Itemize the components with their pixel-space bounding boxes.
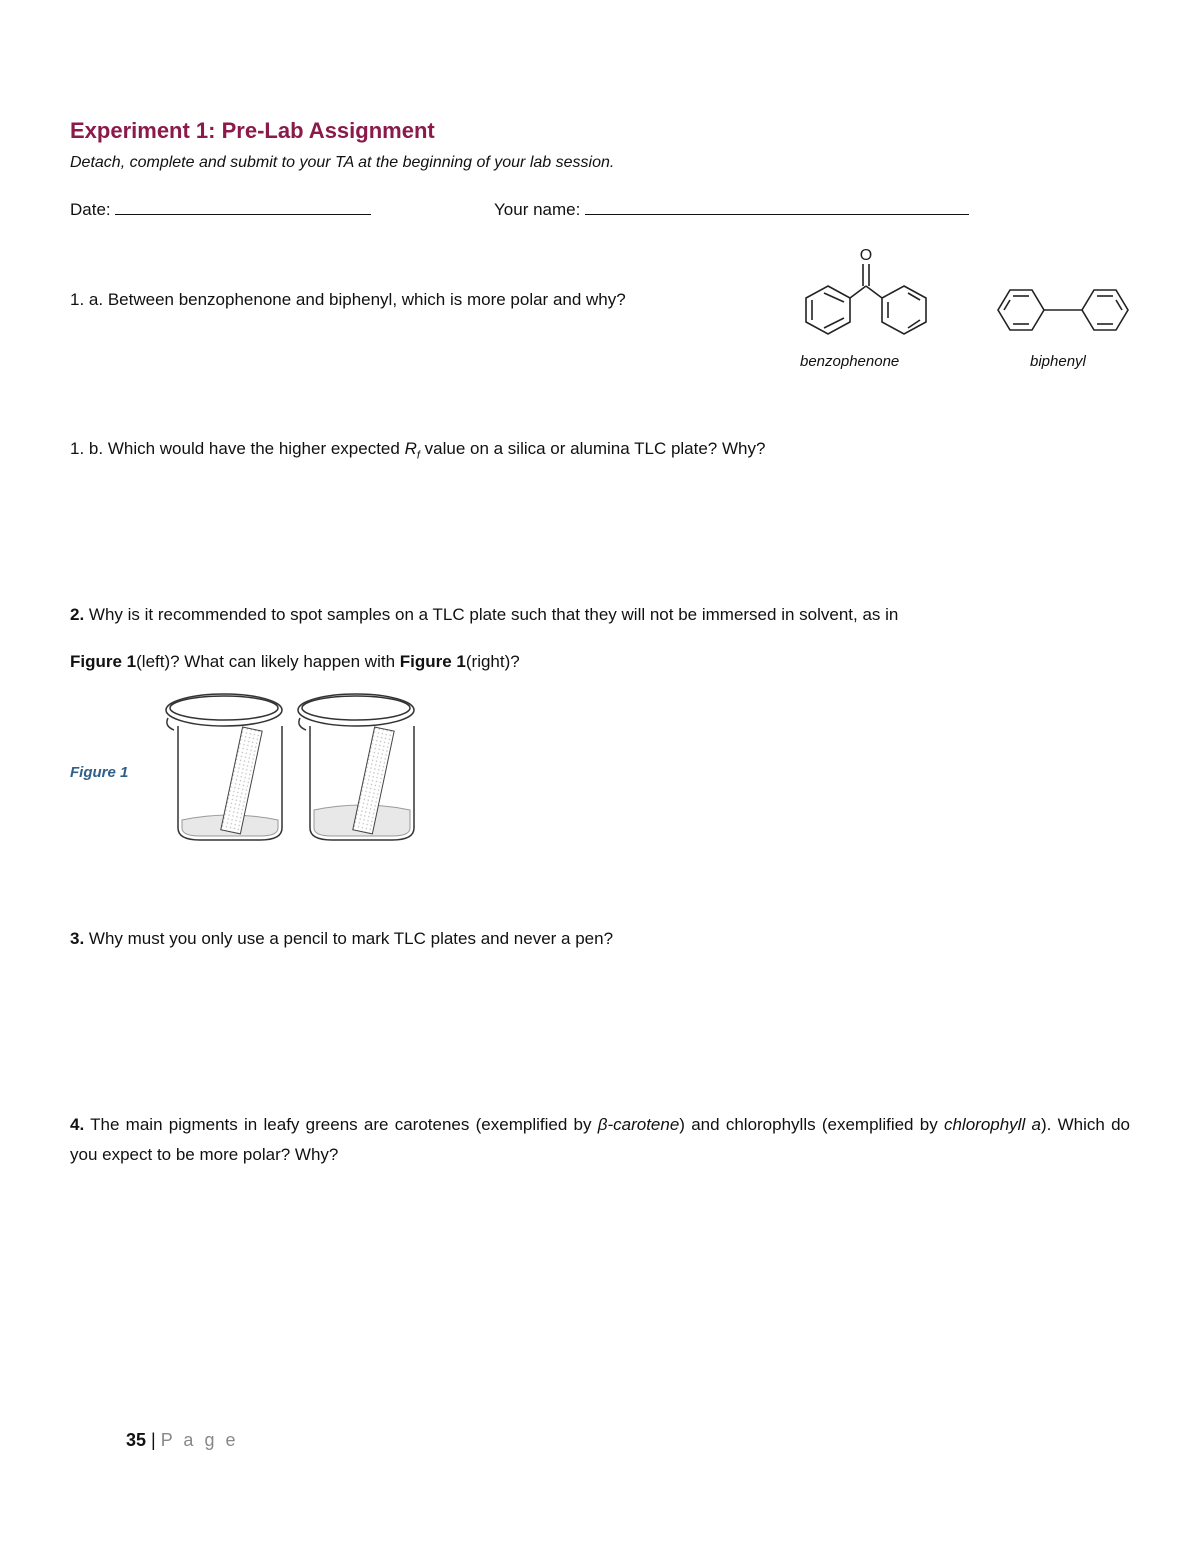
question-4-text-c: ). Which do you expect to be more polar? Why? xyxy=(70,1115,1130,1164)
question-1b xyxy=(70,439,765,465)
biphenyl-right-ring xyxy=(1082,290,1128,330)
question-1b-text-b: value on a silica or alumina TLC plate? Why? xyxy=(419,439,766,458)
question-1a-number: 1. a. xyxy=(70,290,104,309)
figure-ref-left: Figure 1 xyxy=(70,652,137,671)
biphenyl-label: biphenyl xyxy=(1030,353,1086,370)
question-4-text-b: ) and chlorophylls (exemplified by xyxy=(679,1115,944,1134)
question-2-line-2 xyxy=(70,652,520,672)
beta-carotene: β-carotene xyxy=(597,1115,680,1134)
question-1a xyxy=(70,290,626,310)
question-3-text: Why must you only use a pencil to mark TLC plates and never a pen? xyxy=(84,929,614,948)
benzophenone-left-ring xyxy=(806,286,850,334)
question-4-text-a: The main pigments in leafy greens are carotenes (exemplified by xyxy=(84,1115,598,1134)
date-blank[interactable] xyxy=(115,198,371,215)
instructions: Detach, complete and submit to your TA at the beginning of your lab session. xyxy=(70,154,615,171)
beaker-right xyxy=(298,694,414,840)
question-2-text-a: Why is it recommended to spot samples on a TLC plate such that they will not be immersed in solvent, as in xyxy=(84,605,899,624)
figure-caption: Figure 1 xyxy=(70,764,129,781)
carbonyl-oxygen-label: O xyxy=(859,247,873,264)
name-field xyxy=(494,198,969,220)
date-label: Date: xyxy=(70,200,111,219)
figure-1-beakers xyxy=(160,688,430,850)
beaker-left xyxy=(166,694,282,840)
question-4-number: 4. xyxy=(70,1115,85,1134)
name-label: Your name: xyxy=(494,200,581,219)
chlorophyll-a: chlorophyll a xyxy=(943,1115,1041,1134)
rf-symbol: R xyxy=(404,439,417,458)
benzophenone-label: benzophenone xyxy=(800,353,900,370)
page-word: P a g e xyxy=(160,1430,239,1450)
question-4 xyxy=(70,1110,1130,1170)
page-number: 35 xyxy=(126,1430,147,1450)
question-1a-text: Between benzophenone and biphenyl, which is more polar and why? xyxy=(103,290,626,309)
date-field xyxy=(70,198,371,220)
question-1b-number: 1. b. xyxy=(70,439,104,458)
benzophenone-right-ring xyxy=(882,286,926,334)
name-blank[interactable] xyxy=(585,198,969,215)
rf-subscript: f xyxy=(416,449,420,462)
question-2-number: 2. xyxy=(70,605,85,624)
question-2-text-c: (right)? xyxy=(465,652,520,671)
biphenyl-left-ring xyxy=(998,290,1044,330)
question-2-line-1 xyxy=(70,605,898,625)
page-footer xyxy=(126,1430,238,1451)
question-3 xyxy=(70,929,613,949)
figure-ref-right: Figure 1 xyxy=(399,652,466,671)
page-title: Experiment 1: Pre-Lab Assignment xyxy=(70,118,435,143)
footer-separator: | xyxy=(151,1430,156,1450)
question-3-number: 3. xyxy=(70,929,85,948)
question-1b-text-a: Which would have the higher expected xyxy=(103,439,405,458)
molecule-structures xyxy=(770,240,1150,350)
question-2-text-b: (left)? What can likely happen with xyxy=(136,652,400,671)
